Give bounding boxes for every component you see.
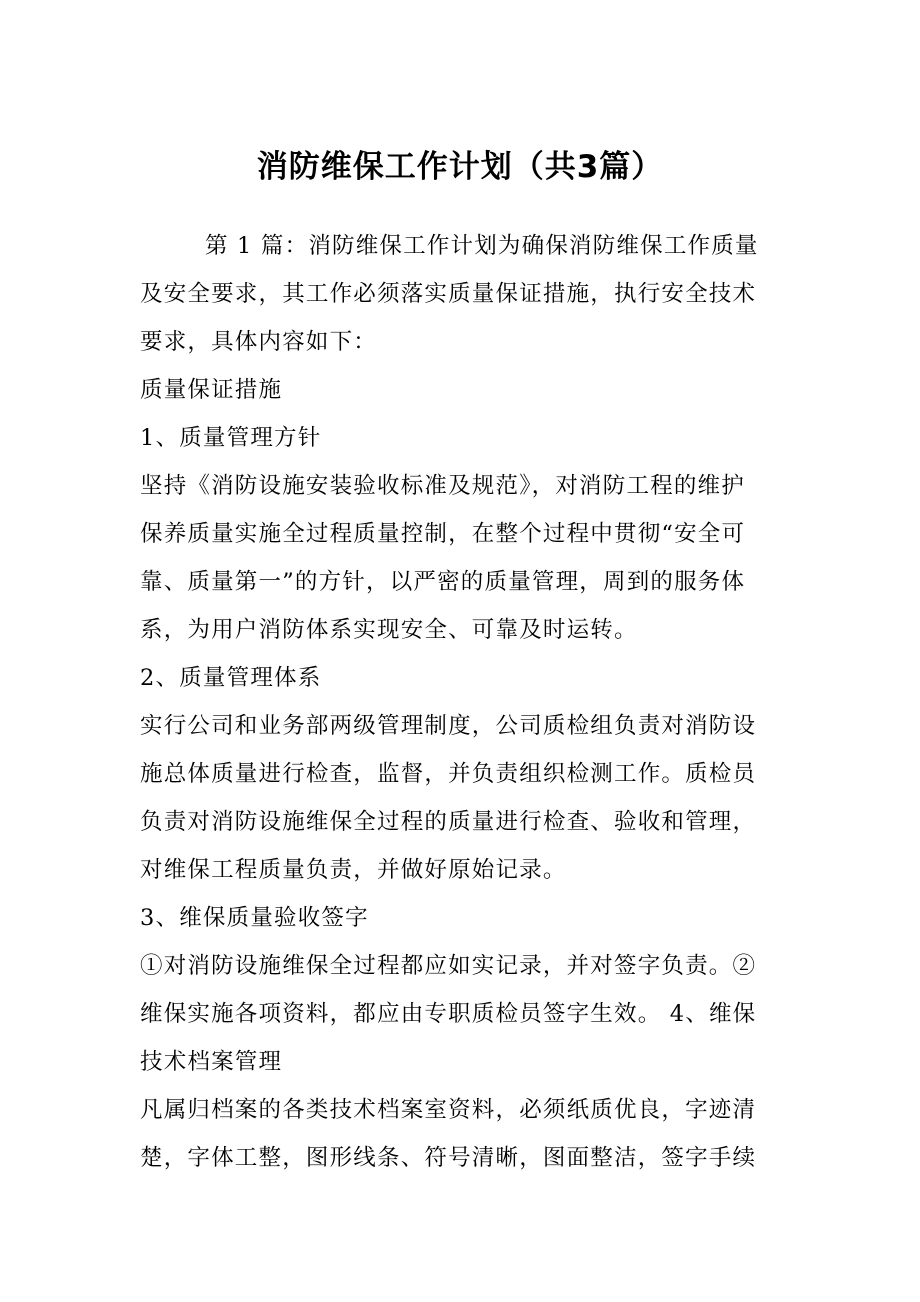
document-title: 消防维保工作计划（共3篇） — [256, 149, 664, 185]
paragraph-line: 实行公司和业务部两级管理制度，公司质检组负责对消防设 — [140, 713, 757, 739]
paragraph-line: 要求，具体内容如下： — [140, 329, 378, 355]
section-heading: 2、质量管理体系 — [140, 665, 322, 691]
section-heading: 质量保证措施 — [140, 377, 283, 403]
paragraph-line: ①对消防设施维保全过程都应如实记录，并对签字负责。② — [140, 953, 757, 979]
paragraph-line: 对维保工程质量负责，并做好原始记录。 — [140, 857, 567, 883]
paragraph-line: 维保实施各项资料，都应由专职质检员签字生效。 4、维保 — [140, 1001, 757, 1027]
paragraph-line: 靠、质量第一”的方针，以严密的质量管理，周到的服务体 — [140, 569, 746, 595]
paragraph-line: 保养质量实施全过程质量控制，在整个过程中贯彻“安全可 — [140, 521, 746, 547]
paragraph-line: 系，为用户消防体系实现安全、可靠及时运转。 — [140, 617, 638, 643]
paragraph-line: 技术档案管理 — [140, 1049, 283, 1075]
paragraph-line: 负责对消防设施维保全过程的质量进行检查、验收和管理， — [140, 809, 757, 835]
section-heading: 3、维保质量验收签字 — [140, 905, 369, 931]
paragraph-line: 楚，字体工整，图形线条、符号清晰，图面整洁，签字手续 — [140, 1145, 757, 1171]
paragraph-line: 及安全要求，其工作必须落实质量保证措施，执行安全技术 — [140, 281, 757, 307]
paragraph-line: 坚持《消防设施安装验收标准及规范》，对消防工程的维护 — [140, 473, 745, 499]
paragraph-line: 第 1 篇：消防维保工作计划为确保消防维保工作质量 — [205, 233, 759, 259]
paragraph-line: 施总体质量进行检查，监督，并负责组织检测工作。质检员 — [140, 761, 757, 787]
paragraph-line: 凡属归档案的各类技术档案室资料，必须纸质优良，字迹清 — [140, 1097, 757, 1123]
section-heading: 1、质量管理方针 — [140, 425, 322, 451]
